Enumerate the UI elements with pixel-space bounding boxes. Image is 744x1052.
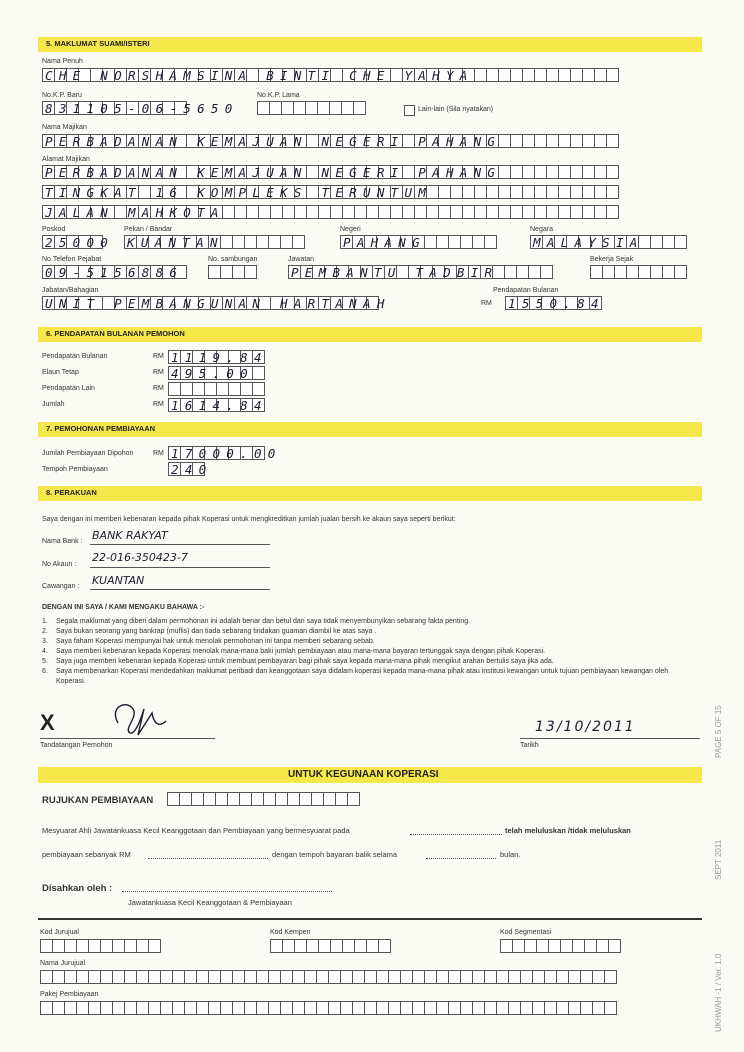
income-row-boxes[interactable] — [168, 382, 264, 396]
lain-lain-checkbox[interactable] — [404, 105, 415, 116]
pakej-boxes[interactable] — [40, 1001, 616, 1015]
jumlah-pembiayaan-label: Jumlah Pembiayaan Dipohon — [42, 450, 134, 457]
char-box[interactable] — [244, 265, 257, 279]
declaration-item — [42, 637, 682, 647]
negara-value: MALAYSIA — [533, 235, 644, 250]
majikan-label: Nama Majikan — [42, 124, 87, 131]
jabatan-value: UNIT PEMBANGUNAN HARTANAH — [45, 296, 391, 311]
char-box[interactable] — [608, 939, 621, 953]
declaration-number: 3. — [42, 638, 48, 645]
akaun-label: No Akaun : — [42, 561, 77, 568]
char-box[interactable] — [604, 1001, 617, 1015]
kod-jurujual-boxes[interactable] — [40, 939, 160, 953]
char-box[interactable] — [484, 235, 497, 249]
section-6-header — [38, 327, 702, 342]
char-box[interactable] — [252, 382, 265, 396]
declaration-title: DENGAN INI SAYA / KAMI MENGAKU BAHAWA :- — [42, 604, 205, 611]
char-box[interactable] — [674, 235, 687, 249]
edition-date-text: SEPT 2011 — [714, 839, 723, 880]
income-row-rm: RM — [153, 385, 164, 392]
jumlah-pembiayaan-value: 17000.00 — [171, 446, 282, 461]
section-title: 6. PENDAPATAN BULANAN PEMOHON — [46, 329, 185, 338]
office-title: UNTUK KEGUNAAN KOPERASI — [288, 769, 439, 780]
char-box[interactable] — [148, 939, 161, 953]
income-row-label: Pendapatan Bulanan — [42, 353, 108, 360]
char-box[interactable] — [606, 205, 619, 219]
mesyuarat-text: Mesyuarat Ahli Jawatankuasa Kecil Keanggotaan dan Pembiayaan yang bermesyuarat pada — [42, 826, 350, 835]
alamat-value-3: JALAN MAHKOTA — [45, 205, 225, 220]
jabatan-label: Jabatan/Bahagian — [42, 287, 99, 294]
bank-line[interactable] — [90, 544, 270, 545]
alamat-label: Alamat Majikan — [42, 156, 90, 163]
page-number-text: PAGE 5 OF 15 — [714, 705, 723, 758]
section-title: 7. PEMOHONAN PEMBIAYAAN — [46, 424, 156, 433]
poskod-value: 25000 — [45, 235, 115, 250]
rujukan-label: RUJUKAN PEMBIAYAAN — [42, 795, 154, 806]
disahkan-label: Disahkan oleh : — [42, 883, 113, 894]
tempoh-text: dengan tempoh bayaran balik selama — [272, 850, 398, 859]
pekan-value: KUANTAN — [127, 235, 224, 250]
negeri-label: Negeri — [340, 226, 361, 233]
office-divider — [38, 918, 702, 920]
kod-jurujual-label: Kod Jurujual — [40, 929, 79, 936]
kp-lama-boxes[interactable] — [257, 101, 365, 115]
jawatankuasa-label: Jawatankuasa Kecil Keanggotaan & Pembiayaan — [128, 898, 292, 907]
negara-label: Negara — [530, 226, 553, 233]
x-mark: X — [40, 710, 55, 735]
declaration-item — [42, 667, 682, 687]
char-box[interactable] — [606, 134, 619, 148]
section-8-header — [38, 486, 702, 501]
telefon-label: No.Telefon Pejabat — [42, 256, 102, 263]
income-row-value: 495.00 — [171, 366, 254, 381]
declaration-item — [42, 627, 682, 637]
income-row-label: Elaun Tetap — [42, 369, 79, 376]
bekerja-label: Bekerja Sejak — [590, 256, 634, 263]
pakej-label: Pakej Pembiayaan — [40, 991, 99, 998]
rujukan-boxes[interactable] — [167, 792, 359, 806]
tempoh-bulan-line[interactable] — [426, 858, 496, 859]
lulus-text: telah meluluskan /tidak meluluskan — [505, 826, 631, 835]
kod-kempen-boxes[interactable] — [270, 939, 390, 953]
date-label: Tarikh — [520, 742, 539, 749]
nama-penuh-value: CHE NORSHAMSINA BINTI CHE YAHYA — [45, 68, 474, 83]
disahkan-line[interactable] — [122, 891, 332, 892]
declaration-number: 4. — [42, 648, 48, 655]
nama-jurujual-boxes[interactable] — [40, 970, 616, 984]
majikan-value: PERBADANAN KEMAJUAN NEGERI PAHANG — [45, 134, 502, 149]
signature — [100, 695, 180, 740]
jawatan-label: Jawatan — [288, 256, 315, 263]
declaration-text: Saya membenarkan Koperasi mendedahkan maklumat peribadi dan keanggotaan saya didalam koperasi kepada mana-mana pihak atau institusi kewangan untuk tujuan pembiayaan kewangan oleh Koperasi. — [56, 668, 669, 685]
declaration-text: Saya bukan seorang yang bankrap (muflis) dan tiada sebarang tindakan guaman diambil ke atas saya . — [56, 628, 377, 635]
section-title: 8. PERAKUAN — [46, 488, 97, 497]
version-text: UKHWAH -1 / Ver. 1.0 — [714, 953, 723, 1032]
tempoh-label: Tempoh Pembiayaan — [42, 466, 108, 473]
char-box[interactable] — [606, 68, 619, 82]
cawangan-value: KUANTAN — [92, 574, 145, 587]
kp-baru-value: 831105-06-5650 — [45, 101, 239, 116]
declaration-text: Saya memberi kebenaran kepada Koperasi menolak mana-mana baki jumlah pembiayaan atau mana-mana bayaran tertunggak saya dengan pihak Koperasi. — [56, 648, 546, 655]
declaration-item — [42, 617, 682, 627]
declaration-number: 5. — [42, 658, 48, 665]
section-title: 5. MAKLUMAT SUAMI/ISTERI — [46, 39, 150, 48]
income-row-label: Pendapatan Lain — [42, 385, 95, 392]
lain-lain-label: Lain-lain (Sila nyatakan) — [418, 106, 494, 113]
telefon-value: 09-5156886 — [45, 265, 184, 280]
char-box[interactable] — [540, 265, 553, 279]
kod-kempen-label: Kod Kempen — [270, 929, 311, 936]
akaun-line[interactable] — [90, 567, 270, 568]
tempoh-value: 240 — [171, 462, 213, 477]
income-row-rm: RM — [153, 353, 164, 360]
declaration-number: 2. — [42, 628, 48, 635]
perakuan-intro: Saya dengan ini memberi kebenaran kepada pihak Koperasi untuk mengkreditkan jumlah jualan bersih ke akaun saya seperti berikut: — [42, 516, 456, 523]
char-box[interactable] — [378, 939, 391, 953]
bank-value: BANK RAKYAT — [92, 529, 168, 542]
nama-jurujual-label: Nama Jurujual — [40, 960, 86, 967]
char-box[interactable] — [606, 185, 619, 199]
signature-label: Tandatangan Pemohon — [40, 742, 113, 749]
income-row-rm: RM — [153, 401, 164, 408]
date-line[interactable] — [520, 738, 700, 739]
declaration-text: Segala maklumat yang diberi dalam permohonan ini adalah benar dan betul dan saya tidak menyembunyikan sebarang fakta penting. — [56, 618, 471, 625]
kod-segmentasi-label: Kod Segmentasi — [500, 929, 552, 936]
char-box[interactable] — [292, 235, 305, 249]
declaration-item — [42, 647, 682, 657]
pendapatan-value: 1550.84 — [508, 296, 605, 311]
signature-line[interactable] — [40, 738, 215, 739]
date-value: 13/10/2011 — [535, 719, 636, 735]
sambungan-label: No. sambungan — [208, 256, 258, 263]
alamat-value-2: TINGKAT 16 KOMPLEKS TERUNTUM — [45, 185, 433, 200]
char-box[interactable] — [606, 165, 619, 179]
pembiayaan-text: pembiayaan sebanyak RM — [42, 850, 131, 859]
pembiayaan-amount-line[interactable] — [148, 858, 268, 859]
negeri-value: PAHANG — [343, 235, 426, 250]
akaun-value: 22-016-350423-7 — [92, 551, 188, 564]
poskod-label: Poskod — [42, 226, 66, 233]
office-header — [38, 767, 702, 783]
declaration-item — [42, 657, 682, 667]
cawangan-line[interactable] — [90, 589, 270, 590]
cawangan-label: Cawangan : — [42, 583, 80, 590]
income-row-rm: RM — [153, 369, 164, 376]
mesyuarat-date-line[interactable] — [410, 834, 502, 835]
bulan-text: bulan. — [500, 850, 521, 859]
char-box[interactable] — [347, 792, 360, 806]
declaration-text: Saya juga memberi kebenaran kepada Koperasi untuk membuat pembayaran bagi pihak saya kepada mana-mana pihak mengikut arahan bertulis saya jika ada. — [56, 658, 554, 665]
declaration-number: 1. — [42, 618, 48, 625]
declaration-text: Saya faham Koperasi mempunyai hak untuk menolak permohonan ini tanpa memberi sebarang sebab. — [56, 638, 375, 645]
pendapatan-rm-label: RM — [481, 300, 492, 307]
bank-label: Nama Bank : — [42, 538, 83, 545]
char-box[interactable] — [674, 265, 687, 279]
char-box[interactable] — [604, 970, 617, 984]
income-row-value: 1119.84 — [171, 350, 268, 365]
pendapatan-label: Pendapatan Bulanan — [493, 287, 559, 294]
pekan-label: Pekan / Bandar — [124, 226, 173, 233]
bekerja-boxes[interactable] — [590, 265, 686, 279]
kod-segmentasi-boxes[interactable] — [500, 939, 620, 953]
section-7-header — [38, 422, 702, 437]
jumlah-rm-label: RM — [153, 450, 164, 457]
alamat-value-1: PERBADANAN KEMAJUAN NEGERI PAHANG — [45, 165, 502, 180]
declaration-list — [42, 617, 682, 687]
kp-lama-label: No.K.P. Lama — [257, 92, 300, 99]
char-box[interactable] — [353, 101, 366, 115]
section-5-header — [38, 37, 702, 52]
income-row-value: 1614.84 — [171, 398, 268, 413]
nama-penuh-label: Nama Penuh — [42, 58, 83, 65]
kp-baru-label: No.K.P. Baru — [42, 92, 82, 99]
income-row-label: Jumlah — [42, 401, 65, 408]
declaration-number: 6. — [42, 668, 48, 675]
jawatan-value: PEMBANTU TADBIR — [291, 265, 499, 280]
sambungan-boxes[interactable] — [208, 265, 256, 279]
